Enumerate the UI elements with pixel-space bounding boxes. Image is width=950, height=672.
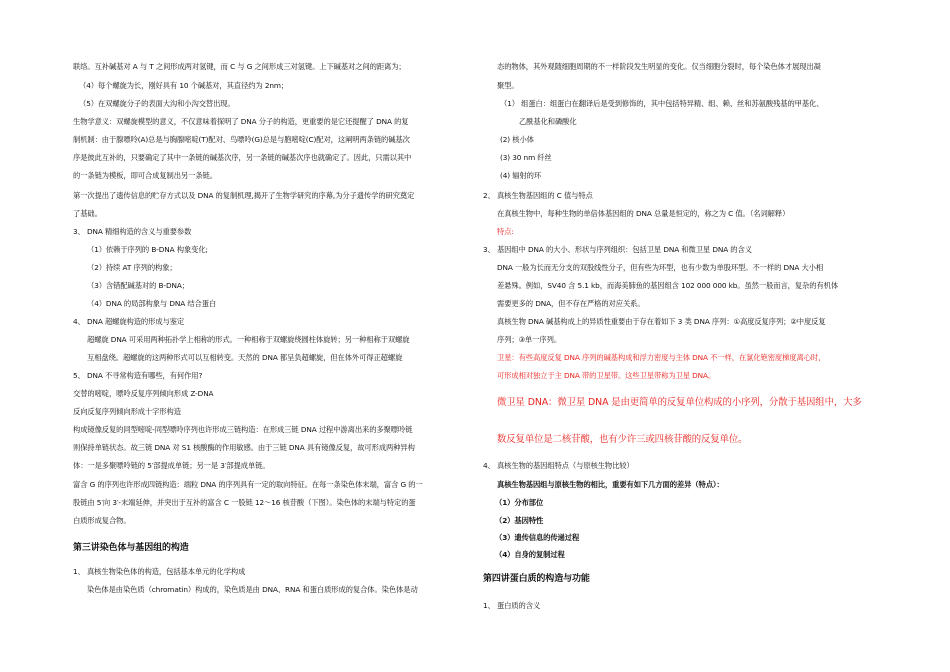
text-line: （4）每个螺旋为长，刚好具有 10 个碱基对，其直径约为 2nm； [79, 81, 289, 90]
text-line: 了基础。 [73, 209, 102, 218]
text-line: 体：一是多聚嘌呤链的 5′部提成单链；另一是 3′部提成单链。 [73, 461, 270, 470]
text-line: 聚型。 [497, 81, 519, 90]
text-line: （5）在双螺旋分子的表面大沟和小沟交替出现。 [79, 99, 235, 108]
text-line: 序是彼此互补的，只要确定了其中一条链的碱基次序，另一条链的碱基次序也就确定了。因此，只需以其中 [73, 153, 412, 162]
bold-list-item: （3）遗传信息的传递过程 [495, 533, 580, 542]
section-heading: 2、 真核生物基因组的 C 值与特点 [483, 191, 593, 200]
highlight-text-large: 数反复单位是二核苷酸，也有少许三或四核苷酸的反复单位。 [497, 434, 748, 445]
list-item: （2）持续 AT 序列的构象； [87, 263, 177, 272]
section-heading: 4、 真核生物的基因组特点（与原核生物比较） [483, 461, 634, 470]
bold-list-item: （2）基因特性 [495, 516, 544, 525]
section-heading: 1、 真核生物染色体的构造，包括基本单元的化学构成 [73, 567, 246, 576]
chapter-heading: 第三讲染色体与基因组的构造 [73, 543, 189, 553]
text-line: 超螺旋 DNA 可采用两种拓扑学上相称的形式。一种相称于双螺旋绕圆柱体旋转；另一种相称于双螺旋 [87, 335, 410, 344]
text-line: 生物学意义：双螺旋模型的意义，不仅意味着探明了 DNA 分子的构造，更重要的是它还提醒了 DNA 的复 [73, 117, 409, 126]
text-line: 需要更多的 DNA，但不存在严格的对应关系。 [497, 299, 645, 308]
list-item: （1） 组蛋白：组蛋白在翻译后是受到修饰的，其中包括特异精、组、赖、丝和苏氨酸残基的甲基化、 [500, 99, 824, 108]
text-line: 真核生物 DNA 碱基构成上的异质性重要由于存在着如下 3 类 DNA 序列：①高度反复序列；②中度反复 [497, 317, 826, 326]
text-line: 制机制：由于腺嘌呤(A)总是与胸腺嘧啶(T)配对、鸟嘌呤(G)总是与胞嘧啶(C)配对，这阐明两条链的碱基次 [73, 135, 410, 144]
list-item: （3）含错配碱基对的 B-DNA； [87, 281, 189, 290]
list-item: （4）DNA 的局部构象与 DNA 结合蛋白 [87, 299, 217, 308]
text-line: 态的物体，其外观随细胞周期的不一样阶段发生明显的变化。仅当细胞分裂时，每个染色体才展现出凝 [497, 62, 821, 71]
section-heading: 5、 DNA 不寻常构造有哪些，有何作用? [73, 371, 203, 380]
text-line: 乙酰基化和磷酸化 [519, 117, 577, 126]
chapter-heading: 第四讲蛋白质的构造与功能 [483, 574, 590, 584]
text-line: 序列；③单一序列。 [497, 335, 562, 344]
text-line: DNA 一般为长而无分支的双股线性分子，但有些为环型，也有少数为单股环型。不一样的 DNA 大小相 [497, 263, 824, 272]
section-heading: 1、 蛋白质的含义 [483, 601, 541, 610]
list-item: (2) 核小体 [500, 135, 534, 144]
bold-list-item: （4）自身的复制过程 [495, 550, 565, 559]
text-line: 股链由 5′向 3′-末端延伸，并突出于互补的富含 C 一股链 12～16 核苷酸（下图）。染色体的末端与特定的蛋 [73, 498, 416, 507]
section-heading: 4、 DNA 超螺旋构造的形成与鉴定 [73, 317, 185, 326]
text-line: 差悬殊。例如，SV40 含 5.1 kb，而海美肺鱼的基因组含 102 000 000 kb。虽然一般而言，复杂的有机体 [497, 281, 839, 290]
text-line: 互相盘绕。超螺旋的这两种形式可以互相转变。天然的 DNA 都呈负超螺旋，但在体外可得正超螺旋 [87, 353, 403, 362]
text-line: 则保持单链状态。故三链 DNA 对 S1 核酸酶的作用敏感。由于三链 DNA 具有镜像反复，故可形成两种异构 [73, 443, 415, 452]
bold-list-item: （1）分布部位 [495, 498, 544, 507]
text-line: 交替的嘧啶，嘌呤反复序列倾向形成 Z-DNA [73, 389, 214, 398]
text-line: 联络。互补碱基对 A 与 T 之间形成两对氢键，而 C 与 G 之间形成三对氢键。上下碱基对之间的距离为； [73, 62, 406, 71]
text-line: 构成镜像反复的同型嘧啶-同型嘌呤序列也许形成三链构造：在形成三链 DNA 过程中游离出来的多聚嘌呤链 [73, 425, 413, 434]
section-heading: 3、 基因组中 DNA 的大小、形状与序列组织：包括卫星 DNA 和微卫星 DNA 的含义 [483, 245, 752, 254]
text-line: 在真核生物中，每种生物的单倍体基因组的 DNA 总量是恒定的，称之为 C 值。（名词解释） [497, 209, 790, 218]
text-line: 的一条链为模板，即可合成复制出另一条链。 [73, 171, 217, 180]
list-item: (3) 30 nm 纤丝 [500, 153, 552, 162]
text-line: 染色体是由染色质（chromatin）构成的，染色质是由 DNA、RNA 和蛋白质形成的复合体。染色体是动 [87, 585, 418, 594]
text-line: 反向反复序列倾向形成十字形构造 [73, 407, 181, 416]
highlight-text: 可形成相对独立于主 DNA 带的卫星带。这些卫星带称为卫星 DNA。 [497, 371, 716, 380]
highlight-text-large: 微卫星 DNA：微卫星 DNA 是由更简单的反复单位构成的小序列，分散于基因组中，大多 [497, 397, 862, 408]
text-line: 第一次提出了遗传信息的贮存方式以及 DNA 的复制机理,揭开了生物学研究的序幕,为分子遗传学的研究奠定 [73, 191, 415, 200]
list-item: （1）依赖于序列的 B-DNA 构象变化; [87, 245, 208, 254]
text-line: 白质形成复合物。 [73, 516, 131, 525]
bold-line: 真核生物基因组与原核生物的相比，重要有如下几方面的差异（特点）： [497, 480, 724, 489]
list-item: (4) 辐射的环 [500, 171, 542, 180]
section-heading: 3、 DNA 精细构造的含义与重要参数 [73, 227, 192, 236]
text-line: 富含 G 的序列也许形成四链构造：端粒 DNA 的序列具有一定的取向特征。在每一条染色体末端，富含 G 的一 [73, 480, 423, 489]
highlight-label: 特点: [497, 227, 514, 236]
highlight-text: 卫星：有些高度反复 DNA 序列的碱基构成和浮力密度与主体 DNA 不一样，在氯化铯密度梯度离心时， [497, 353, 826, 362]
